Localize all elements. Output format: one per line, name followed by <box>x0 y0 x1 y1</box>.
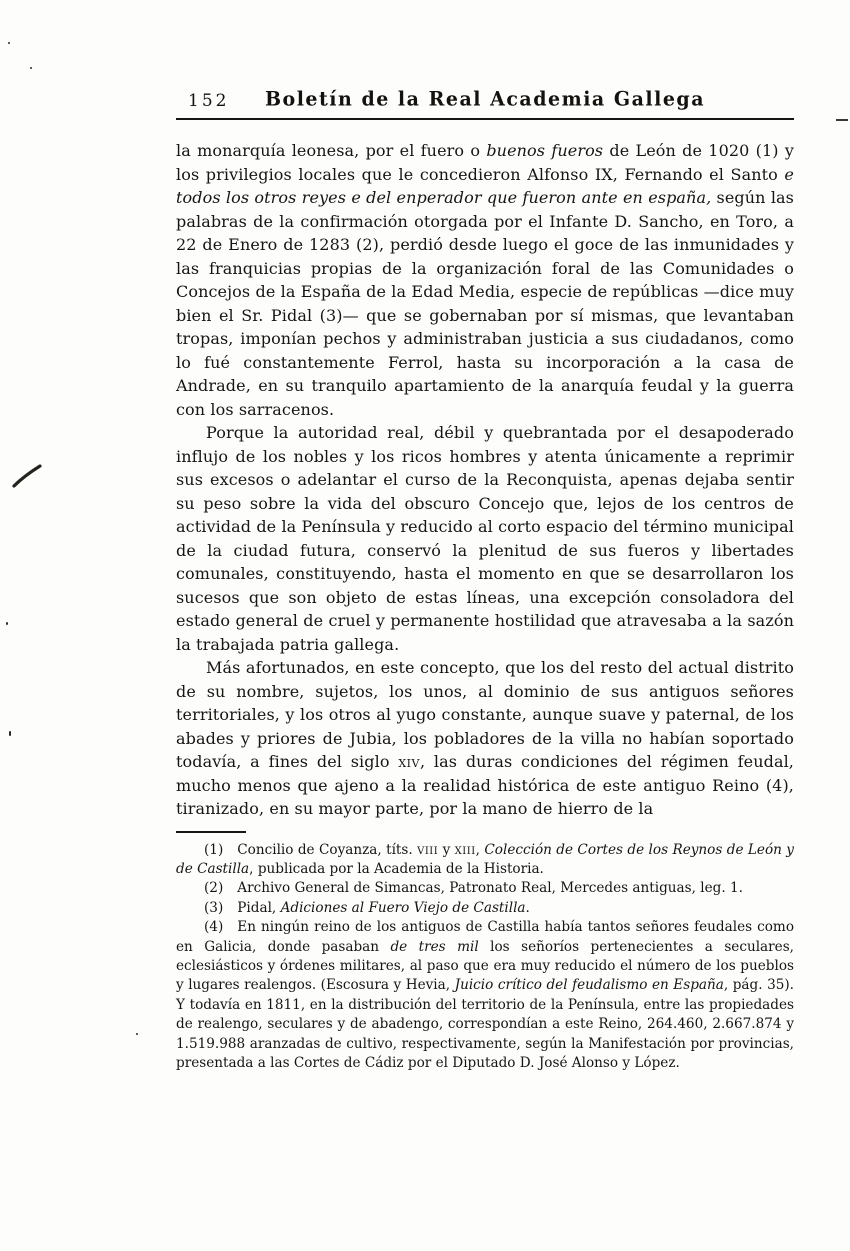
text-run: según las palabras de la confirmación otorgada por el Infante D. Sancho, en Toro, a 22 de Enero de 1283 (2), perdió desde luego el goce de las inmunidades y las franquicias propias de la organización foral de las Comunidades o Concejos de la España de la Edad Media, especie de repúblicas —dice muy bien el Sr. Pidal (3)— que se gobernaban por sí mismas, que levantaban tropas, imponían pechos y administraban justicia a sus ciudadanos, como lo fué constantemente Ferrol, hasta su incorporación a la casa de Andrade, en su tranquilo apartamiento de la anarquía feudal y la guerra con los sarracenos. <box>176 188 794 419</box>
text-run: Porque la autoridad real, débil y quebrantada por el desapoderado influjo de los nobles y los ricos hombres y atenta únicamente a reprimir sus excesos o adelantar el curso de la Reconquista, apenas dejaba sentir su peso sobre la vida del obscuro Concejo que, lejos de los centros de actividad de la Península y reducido al corto espacio del término municipal de la ciudad futura, conservó la plenitud de sus fueros y libertades comunales, constituyendo, hasta el momento en que se desarrollaron los sucesos que son objeto de estas líneas, una excepción consoladora del estado general de cruel y permanente hostilidad que atravesaba a la sazón la trabajada patria gallega. <box>176 423 794 654</box>
text-run: Colección de Cortes de los Reynos de León y de Castilla <box>176 841 794 877</box>
text-run: Pidal, <box>237 899 281 916</box>
footnote-number: (4) <box>204 919 224 936</box>
text-run: Más afortunados, en este concepto, que los del resto del actual distrito de su nombre, sujetos, los unos, al dominio de sus antiguos señores territoriales, y los otros al yugo constante, aunque suave y paternal, de los abades y priores de Jubia, los pobladores de la villa no habían soportado todavía, a fines del siglo <box>176 658 794 771</box>
running-header <box>176 88 794 114</box>
text-run: e todos los otros reyes e del enperador que fueron ante en españa, <box>176 164 794 207</box>
scan-speck <box>8 42 10 44</box>
journal-title: Boletín de la Real Academia Gallega <box>264 87 705 111</box>
text-run: , las duras condiciones del régimen feudal, mucho menos que ajeno a la realidad histórica de este antiguo Reino (4), tiranizado, en su mayor parte, por la mano de hierro de la <box>176 752 794 818</box>
footnote-number: (1) <box>204 841 224 858</box>
text-run: buenos fueros <box>486 141 604 160</box>
text-run: xiv <box>398 752 420 771</box>
text-run: los señoríos pertenecientes a seculares, eclesiásticos y órdenes militares, al paso que era muy reducido el número de los pueblos y lugares realengos. (Escosura y Hevia, <box>176 938 794 994</box>
footnote <box>176 918 794 1073</box>
footnote-number: (2) <box>204 880 224 897</box>
footnote-separator <box>176 831 246 833</box>
text-run: , <box>475 841 485 858</box>
footnotes <box>176 841 794 1074</box>
page-number: 152 <box>188 91 230 111</box>
text-run: Juicio crítico del feudalismo en España <box>454 977 724 994</box>
text-run: xiii <box>454 841 476 858</box>
text-run: Adiciones al Fuero Viejo de Castilla <box>280 899 526 916</box>
text-run: En ningún reino de los antiguos de Castilla había tantos señores feudales como en Galicia, donde pasaban <box>176 919 794 955</box>
scan-speck <box>136 1033 138 1035</box>
paragraph <box>176 656 794 821</box>
margin-pen-mark <box>10 458 50 498</box>
footnote <box>176 899 794 918</box>
text-run: y <box>438 841 455 858</box>
paragraph <box>176 139 794 421</box>
text-run: . <box>525 899 530 916</box>
paragraph <box>176 421 794 656</box>
text-run: de León de 1020 (1) y los privilegios locales que le concedieron Alfonso IX, Fernando el Santo <box>176 141 794 184</box>
scan-speck <box>6 622 8 625</box>
footnote <box>176 879 794 898</box>
text-run: , publicada por la Academia de la Historia. <box>249 860 544 877</box>
scan-speck <box>9 731 11 736</box>
text-run: , pág. 35). Y todavía en 1811, en la distribución del territorio de la Península, entre las propiedades de realengo, seculares y de abadengo, correspondían a este Reino, 264.460, 2.667.874 y 1.519.988 aranzadas de cultivo, respectivamente, según la Manifestación por provincias, presentada a las Cortes de Cádiz por el Diputado D. José Alonso y López. <box>176 977 795 1071</box>
footnote-number: (3) <box>204 899 224 916</box>
scan-speck <box>836 119 848 121</box>
text-run: la monarquía leonesa, por el fuero o <box>176 141 487 160</box>
scan-speck <box>30 67 32 69</box>
text-column <box>176 88 794 1073</box>
footnote <box>176 841 794 880</box>
text-run: viii <box>417 841 439 858</box>
header-rule <box>176 118 794 120</box>
text-run: de tres mil <box>390 938 479 955</box>
text-run: Concilio de Coyanza, títs. <box>237 841 418 858</box>
body-text <box>176 139 794 821</box>
text-run: Archivo General de Simancas, Patronato Real, Mercedes antiguas, leg. 1. <box>237 880 743 897</box>
